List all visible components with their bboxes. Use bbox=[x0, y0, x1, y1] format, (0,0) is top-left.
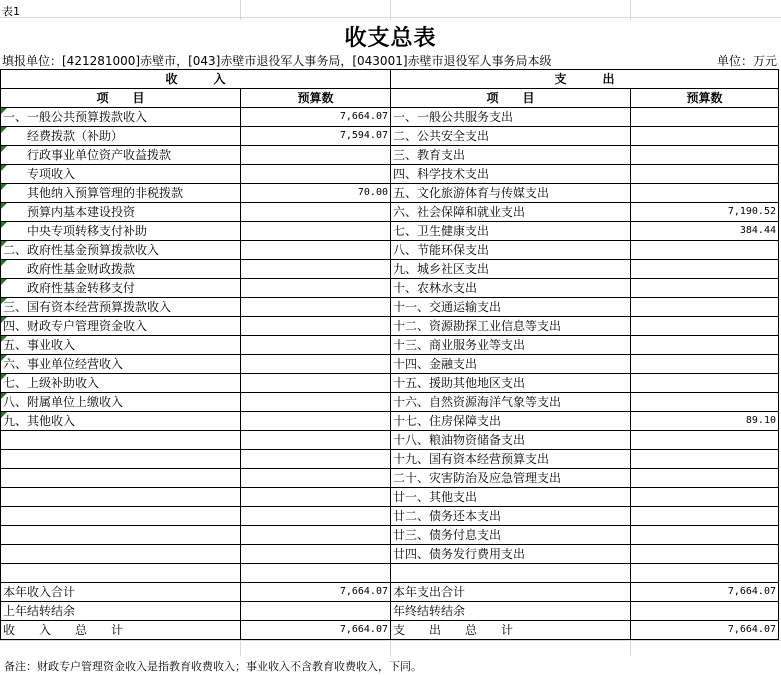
expense-total-label[interactable]: 本年支出合计 bbox=[391, 583, 631, 602]
income-total-value[interactable]: 7,664.07 bbox=[241, 621, 391, 640]
expense-budget-cell[interactable] bbox=[631, 374, 779, 393]
grid-line bbox=[390, 640, 391, 656]
income-item-cell[interactable]: 政府性基金财政拨款 bbox=[1, 260, 241, 279]
expense-item-cell[interactable]: 十、农林水支出 bbox=[391, 279, 631, 298]
expense-budget-cell[interactable] bbox=[631, 488, 779, 507]
expense-total-value[interactable]: 7,664.07 bbox=[631, 583, 779, 602]
expense-budget-cell[interactable] bbox=[631, 469, 779, 488]
income-budget-cell[interactable] bbox=[241, 431, 391, 450]
income-budget-cell[interactable] bbox=[241, 488, 391, 507]
income-item-cell[interactable] bbox=[1, 431, 241, 450]
income-item-cell[interactable]: 行政事业单位资产收益拨款 bbox=[1, 146, 241, 165]
expense-budget-cell[interactable] bbox=[631, 526, 779, 545]
table-row bbox=[1, 222, 779, 241]
expense-budget-cell[interactable] bbox=[631, 184, 779, 203]
income-budget-cell[interactable]: 7,594.07 bbox=[241, 127, 391, 146]
expense-budget-cell[interactable] bbox=[631, 393, 779, 412]
income-budget-header[interactable]: 预算数 bbox=[241, 89, 391, 108]
blank-cell[interactable] bbox=[631, 564, 779, 583]
income-item-cell[interactable]: 专项收入 bbox=[1, 165, 241, 184]
table-row bbox=[1, 450, 779, 469]
column-header-row bbox=[1, 89, 779, 108]
income-budget-cell[interactable] bbox=[241, 507, 391, 526]
expense-item-cell[interactable]: 十七、住房保障支出 bbox=[391, 412, 631, 431]
income-total-label[interactable]: 收 入 总 计 bbox=[1, 621, 241, 640]
table-row bbox=[1, 336, 779, 355]
expense-item-cell[interactable]: 一、一般公共服务支出 bbox=[391, 108, 631, 127]
table-row bbox=[1, 108, 779, 127]
income-total-value[interactable]: 7,664.07 bbox=[241, 583, 391, 602]
total-row bbox=[1, 602, 779, 621]
income-budget-cell[interactable] bbox=[241, 412, 391, 431]
blank-cell[interactable] bbox=[241, 564, 391, 583]
grid-line bbox=[630, 640, 631, 656]
section-header-row bbox=[1, 70, 779, 89]
grid-line bbox=[240, 0, 241, 20]
table-row bbox=[1, 355, 779, 374]
income-item-cell[interactable]: 三、国有资本经营预算拨款收入 bbox=[1, 298, 241, 317]
expense-item-cell[interactable]: 十六、自然资源海洋气象等支出 bbox=[391, 393, 631, 412]
income-item-cell[interactable]: 经费拨款（补助） bbox=[1, 127, 241, 146]
table-row bbox=[1, 526, 779, 545]
expense-item-cell[interactable]: 四、科学技术支出 bbox=[391, 165, 631, 184]
income-budget-cell[interactable] bbox=[241, 222, 391, 241]
expense-budget-cell[interactable] bbox=[631, 146, 779, 165]
income-item-cell[interactable]: 一、一般公共预算拨款收入 bbox=[1, 108, 241, 127]
income-budget-cell[interactable]: 7,664.07 bbox=[241, 108, 391, 127]
table-row bbox=[1, 165, 779, 184]
grid-line bbox=[240, 640, 241, 656]
income-total-label[interactable]: 本年收入合计 bbox=[1, 583, 241, 602]
income-item-cell[interactable]: 其他纳入预算管理的非税拨款 bbox=[1, 184, 241, 203]
expense-item-cell[interactable]: 廿二、债务还本支出 bbox=[391, 507, 631, 526]
table-row bbox=[1, 393, 779, 412]
expense-item-cell[interactable]: 三、教育支出 bbox=[391, 146, 631, 165]
income-item-cell[interactable] bbox=[1, 450, 241, 469]
income-budget-cell[interactable] bbox=[241, 393, 391, 412]
expense-total-label[interactable]: 支 出 总 计 bbox=[391, 621, 631, 640]
table-row bbox=[1, 374, 779, 393]
blank-cell[interactable] bbox=[1, 564, 241, 583]
expense-budget-cell[interactable] bbox=[631, 450, 779, 469]
table-row bbox=[1, 298, 779, 317]
expense-item-cell[interactable]: 八、节能环保支出 bbox=[391, 241, 631, 260]
total-row bbox=[1, 621, 779, 640]
income-budget-cell[interactable] bbox=[241, 374, 391, 393]
income-budget-cell[interactable] bbox=[241, 279, 391, 298]
income-budget-cell[interactable] bbox=[241, 355, 391, 374]
table-row bbox=[1, 469, 779, 488]
income-total-label[interactable]: 上年结转结余 bbox=[1, 602, 241, 621]
expense-budget-cell[interactable] bbox=[631, 298, 779, 317]
expense-item-cell[interactable]: 二十、灾害防治及应急管理支出 bbox=[391, 469, 631, 488]
expense-budget-cell[interactable] bbox=[631, 431, 779, 450]
page-title: 收支总表 bbox=[344, 25, 437, 51]
income-budget-cell[interactable] bbox=[241, 450, 391, 469]
expense-item-cell[interactable]: 七、卫生健康支出 bbox=[391, 222, 631, 241]
expense-item-cell[interactable]: 十三、商业服务业等支出 bbox=[391, 336, 631, 355]
income-budget-cell[interactable] bbox=[241, 317, 391, 336]
expense-budget-cell[interactable] bbox=[631, 165, 779, 184]
table-row bbox=[1, 412, 779, 431]
expense-item-cell[interactable]: 五、文化旅游体育与传媒支出 bbox=[391, 184, 631, 203]
income-item-cell[interactable]: 九、其他收入 bbox=[1, 412, 241, 431]
expense-item-cell[interactable]: 廿四、债务发行费用支出 bbox=[391, 545, 631, 564]
income-item-cell[interactable] bbox=[1, 526, 241, 545]
expense-budget-cell[interactable]: 7,190.52 bbox=[631, 203, 779, 222]
income-item-cell[interactable] bbox=[1, 507, 241, 526]
income-item-cell[interactable]: 二、政府性基金预算拨款收入 bbox=[1, 241, 241, 260]
income-item-cell[interactable] bbox=[1, 469, 241, 488]
income-budget-cell[interactable] bbox=[241, 241, 391, 260]
income-item-cell[interactable]: 八、附属单位上缴收入 bbox=[1, 393, 241, 412]
income-total-value[interactable] bbox=[241, 602, 391, 621]
expense-budget-cell[interactable]: 384.44 bbox=[631, 222, 779, 241]
income-section-header[interactable]: 收 入 bbox=[1, 70, 391, 89]
expense-item-cell[interactable]: 廿三、债务付息支出 bbox=[391, 526, 631, 545]
expense-item-cell[interactable]: 六、社会保障和就业支出 bbox=[391, 203, 631, 222]
expense-total-value[interactable] bbox=[631, 602, 779, 621]
expense-budget-cell[interactable] bbox=[631, 317, 779, 336]
expense-budget-cell[interactable] bbox=[631, 355, 779, 374]
income-budget-cell[interactable] bbox=[241, 545, 391, 564]
expense-section-header[interactable]: 支 出 bbox=[391, 70, 779, 89]
income-budget-cell[interactable] bbox=[241, 336, 391, 355]
expense-budget-cell[interactable] bbox=[631, 241, 779, 260]
expense-item-cell[interactable]: 廿一、其他支出 bbox=[391, 488, 631, 507]
blank-cell[interactable] bbox=[391, 564, 631, 583]
expense-item-header[interactable]: 项 目 bbox=[391, 89, 631, 108]
income-budget-cell[interactable] bbox=[241, 469, 391, 488]
income-item-cell[interactable]: 政府性基金转移支付 bbox=[1, 279, 241, 298]
table-row bbox=[1, 127, 779, 146]
expense-total-label[interactable]: 年终结转结余 bbox=[391, 602, 631, 621]
blank-row bbox=[1, 564, 779, 583]
currency-unit: 单位：万元 bbox=[716, 54, 777, 68]
table-row bbox=[1, 260, 779, 279]
income-item-cell[interactable] bbox=[1, 545, 241, 564]
income-item-cell[interactable]: 六、事业单位经营收入 bbox=[1, 355, 241, 374]
expense-item-cell[interactable]: 十四、金融支出 bbox=[391, 355, 631, 374]
table-row bbox=[1, 279, 779, 298]
expense-item-cell[interactable]: 十二、资源勘探工业信息等支出 bbox=[391, 317, 631, 336]
expense-budget-cell[interactable] bbox=[631, 127, 779, 146]
total-row bbox=[1, 583, 779, 602]
income-budget-cell[interactable] bbox=[241, 526, 391, 545]
income-item-cell[interactable]: 四、财政专户管理资金收入 bbox=[1, 317, 241, 336]
expense-budget-cell[interactable] bbox=[631, 279, 779, 298]
income-budget-cell[interactable] bbox=[241, 298, 391, 317]
expense-budget-cell[interactable] bbox=[631, 108, 779, 127]
table-row bbox=[1, 184, 779, 203]
income-budget-cell[interactable] bbox=[241, 203, 391, 222]
income-item-cell[interactable]: 五、事业收入 bbox=[1, 336, 241, 355]
income-budget-cell[interactable] bbox=[241, 146, 391, 165]
expense-item-cell[interactable]: 十五、援助其他地区支出 bbox=[391, 374, 631, 393]
expense-budget-header[interactable]: 预算数 bbox=[631, 89, 779, 108]
income-item-cell[interactable] bbox=[1, 488, 241, 507]
income-budget-cell[interactable]: 70.00 bbox=[241, 184, 391, 203]
table-row bbox=[1, 241, 779, 260]
table-row bbox=[1, 146, 779, 165]
grid-line bbox=[630, 0, 631, 20]
budget-table bbox=[0, 69, 779, 640]
expense-item-cell[interactable]: 二、公共安全支出 bbox=[391, 127, 631, 146]
expense-total-value[interactable]: 7,664.07 bbox=[631, 621, 779, 640]
income-item-cell[interactable]: 中央专项转移支付补助 bbox=[1, 222, 241, 241]
table-row bbox=[1, 545, 779, 564]
expense-budget-cell[interactable]: 89.10 bbox=[631, 412, 779, 431]
income-budget-cell[interactable] bbox=[241, 165, 391, 184]
expense-budget-cell[interactable] bbox=[631, 260, 779, 279]
income-item-cell[interactable]: 七、上级补助收入 bbox=[1, 374, 241, 393]
expense-item-cell[interactable]: 十九、国有资本经营预算支出 bbox=[391, 450, 631, 469]
income-budget-cell[interactable] bbox=[241, 260, 391, 279]
table-row bbox=[1, 431, 779, 450]
expense-budget-cell[interactable] bbox=[631, 507, 779, 526]
income-item-header[interactable]: 项 目 bbox=[1, 89, 241, 108]
income-item-cell[interactable]: 预算内基本建设投资 bbox=[1, 203, 241, 222]
grid-line bbox=[390, 0, 391, 20]
table-row bbox=[1, 507, 779, 526]
table-row bbox=[1, 317, 779, 336]
footnote: 备注：财政专户管理资金收入是指教育收费收入；事业收入不含教育收费收入，下同。 bbox=[4, 660, 422, 673]
expense-budget-cell[interactable] bbox=[631, 545, 779, 564]
table-row bbox=[1, 488, 779, 507]
expense-budget-cell[interactable] bbox=[631, 336, 779, 355]
sheet-tag: 表1 bbox=[2, 5, 20, 18]
reporting-unit: 填报单位：[421281000]赤壁市，[043]赤壁市退役军人事务局，[043001]赤壁市退役军人事务局本级 bbox=[2, 54, 552, 68]
expense-item-cell[interactable]: 十八、粮油物资储备支出 bbox=[391, 431, 631, 450]
expense-item-cell[interactable]: 十一、交通运输支出 bbox=[391, 298, 631, 317]
expense-item-cell[interactable]: 九、城乡社区支出 bbox=[391, 260, 631, 279]
table-row bbox=[1, 203, 779, 222]
